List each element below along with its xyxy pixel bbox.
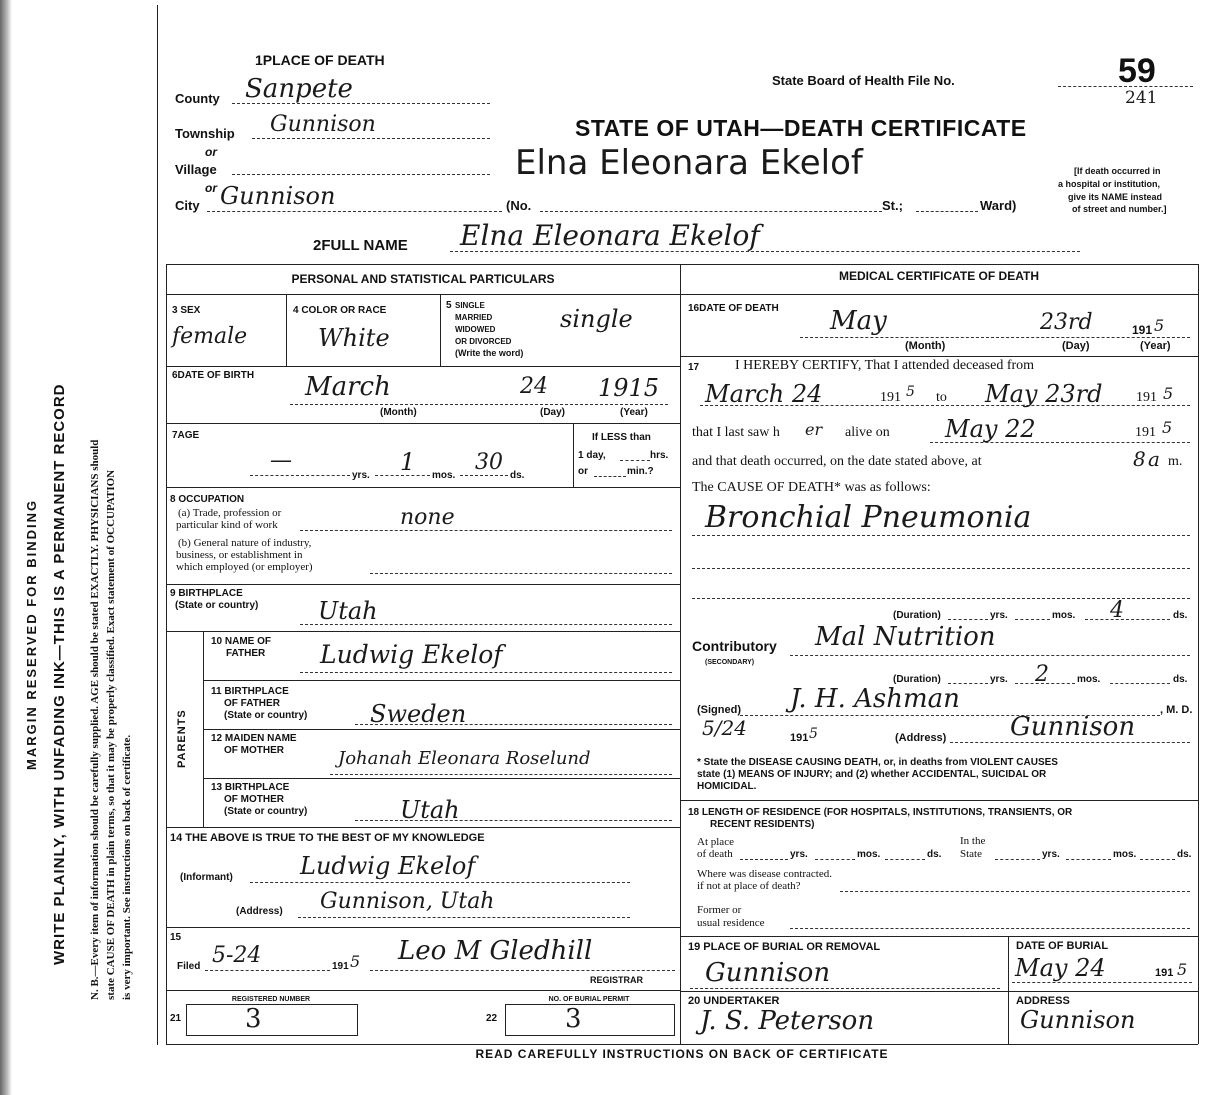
personal-heading: PERSONAL AND STATISTICAL PARTICULARS: [291, 272, 555, 286]
age-mos-value: 1: [400, 448, 416, 476]
duration1-ds: ds.: [1173, 610, 1188, 621]
residence-label-1: 18 LENGTH OF RESIDENCE (FOR HOSPITALS, INSTITUTIONS, TRANSIENTS, OR: [688, 807, 1073, 818]
dob-label: 6DATE OF BIRTH: [172, 370, 255, 381]
attend-end: 191: [1136, 390, 1157, 405]
age-mos-line: [375, 475, 430, 476]
rule-before-residence: [680, 800, 1198, 801]
reg-no-box: [186, 1004, 358, 1036]
dob-day: 24: [520, 374, 548, 399]
filed-value: 5-24: [212, 943, 262, 968]
filed-number: 15: [170, 932, 182, 943]
registrar-label: REGISTRAR: [590, 975, 644, 985]
dod-day-caption: (Day): [1062, 340, 1090, 352]
full-name-value: Elna Eleonara Ekelof: [460, 219, 760, 252]
dod-year-prefix: 191: [1132, 323, 1153, 337]
village-label: Village: [175, 162, 217, 177]
certificate-title: STATE OF UTAH—DEATH CERTIFICATE: [575, 115, 1027, 141]
registrar-value: Leo M Gledhill: [398, 936, 593, 966]
informant-value: Ludwig Ekelof: [300, 852, 476, 880]
no-label: (No.: [506, 198, 532, 213]
note-1: * State the DISEASE CAUSING DEATH, or, in deaths from VIOLENT CAUSES: [697, 757, 1058, 768]
undertaker-value: J. S. Peterson: [700, 1006, 875, 1036]
undertaker-address: Gunnison: [1020, 1006, 1136, 1034]
city-value: Gunnison: [220, 182, 336, 210]
signed-address-line: [950, 742, 1190, 743]
at-place-ds-line: [885, 859, 925, 860]
reg-no-label: REGISTERED NUMBER: [231, 996, 311, 1003]
hospital-note-3: give its NAME instead: [1068, 192, 1163, 202]
heading-rule-right: [680, 294, 1198, 295]
occ-b-line: [370, 573, 672, 574]
attend-mid-digit: 5: [906, 384, 915, 400]
color-value: White: [318, 324, 390, 352]
left-edge-shadow: [0, 0, 12, 1095]
margin-rule: [157, 5, 158, 1045]
full-name-label: 2FULL NAME: [313, 237, 408, 254]
note-2: state (1) MEANS OF INJURY; and (2) whether ACCIDENTAL, SUICIDAL OR: [697, 769, 1047, 780]
informant-label: (Informant): [180, 872, 233, 883]
parents-label: PARENTS: [176, 709, 188, 768]
death-time: 8: [1133, 447, 1146, 471]
duration2-mos: mos.: [1077, 674, 1101, 685]
father-bp-value: Sweden: [370, 700, 467, 728]
age-yrs-line: [250, 475, 350, 476]
birthplace-value: Utah: [318, 597, 378, 625]
in-the-1: In the: [960, 835, 986, 847]
file-no-label: State Board of Health File No.: [772, 73, 955, 88]
father-bp-1: 11 BIRTHPLACE: [211, 686, 289, 697]
at-place-mos: mos.: [857, 849, 881, 860]
informant-address: Gunnison, Utah: [320, 889, 495, 914]
rule-after-mother: [203, 778, 680, 779]
signed-address-label: (Address): [895, 732, 947, 744]
permanent-record-text: WRITE PLAINLY, WITH UNFADING INK—THIS IS A PERMANENT RECORD: [51, 383, 68, 965]
dod-line: [800, 337, 1190, 338]
occ-a-line: [300, 530, 672, 531]
attend-from: March 24: [705, 380, 823, 408]
township-line: [252, 138, 490, 139]
st-label: St.;: [882, 198, 903, 213]
filed-year: 191: [332, 961, 349, 972]
birthplace-line: [300, 624, 672, 625]
cause-line-1: [692, 535, 1190, 536]
father-bp-line: [355, 724, 672, 725]
at-place-yrs-line: [740, 859, 788, 860]
mother-value: Johanah Eleonara Roselund: [338, 748, 591, 769]
occ-b-2: business, or establishment in: [176, 549, 303, 561]
burial-line: [690, 988, 1000, 989]
cause-line-2: [692, 568, 1190, 569]
marital-number: 5: [446, 300, 452, 311]
cert-17: 17: [688, 362, 700, 373]
if-less-2: 1 day,: [578, 450, 606, 461]
marital-value: single: [560, 305, 633, 333]
registrar-line: [370, 970, 675, 971]
last-saw: that I last saw h: [692, 425, 780, 440]
permit-22: 22: [486, 1013, 498, 1024]
burial-year: 191: [1155, 967, 1174, 979]
hospital-note-4: of street and number.]: [1072, 204, 1167, 214]
burial-label: 19 PLACE OF BURIAL OR REMOVAL: [688, 941, 881, 953]
burial-date-line: [1012, 982, 1192, 983]
father-label-1: 10 NAME OF: [211, 636, 272, 647]
age-ds-value: 30: [475, 450, 503, 475]
dob-month-caption: (Month): [380, 407, 417, 418]
where-line: [840, 891, 1190, 892]
signed-value: J. H. Ashman: [790, 684, 960, 714]
undertaker-address-label: ADDRESS: [1016, 995, 1070, 1007]
duration2-mos-value: 2: [1035, 662, 1049, 687]
death-occurred: and that death occurred, on the date stated above, at: [692, 454, 982, 469]
secondary-label: (SECONDARY): [705, 659, 755, 666]
undertaker-label: 20 UNDERTAKER: [688, 995, 780, 1007]
attend-mid: 191: [880, 390, 901, 405]
at-place-mos-line: [815, 859, 855, 860]
last-saw-line: [930, 442, 1190, 443]
permit-label: NO. OF BURIAL PERMIT: [548, 996, 630, 1003]
duration1-ds-line: [1085, 619, 1170, 620]
age-label: 7AGE: [172, 430, 200, 441]
death-ampm: a: [1148, 447, 1160, 471]
occupation-value: none: [400, 505, 455, 530]
duration1-label: (Duration): [893, 610, 941, 621]
marital-married: MARRIED: [455, 313, 493, 322]
or-2: or: [205, 181, 217, 195]
burial-value: Gunnison: [705, 958, 831, 988]
if-less-1: If LESS than: [592, 432, 651, 443]
dod-month: May: [830, 306, 887, 336]
state-ds: ds.: [1177, 849, 1192, 860]
rule-before-burial: [680, 936, 1198, 937]
mother-line: [330, 774, 672, 775]
nb-line-2: state CAUSE OF DEATH in plain terms, so that it may be properly classified. Exact statement of OCCUPATION: [105, 469, 117, 1000]
hospital-note-1: [If death occurred in: [1074, 166, 1161, 176]
at-place-yrs: yrs.: [790, 849, 808, 860]
in-the-2: State: [960, 848, 982, 860]
permit-value: 3: [565, 1004, 582, 1034]
binding-text: MARGIN RESERVED FOR BINDING: [24, 498, 39, 770]
grid-right: [1198, 264, 1199, 1044]
duration2-ds: ds.: [1173, 674, 1188, 685]
age-divider: [573, 423, 574, 487]
rule-after-filed: [166, 990, 680, 991]
at-place-ds: ds.: [927, 849, 942, 860]
file-no-sub: 241: [1125, 88, 1158, 108]
dob-month: March: [305, 372, 391, 402]
former-1: Former or: [697, 904, 742, 916]
father-bp-3: (State or country): [224, 710, 308, 721]
burial-date-label: DATE OF BURIAL: [1016, 940, 1109, 952]
duration2-label: (Duration): [893, 674, 941, 685]
duration2-mos-line: [1015, 683, 1075, 684]
marital-write: (Write the word): [455, 348, 524, 358]
cause-label: The CAUSE OF DEATH* was as follows:: [692, 480, 931, 495]
last-saw-date: May 22: [945, 415, 1036, 443]
duration1-yrs: yrs.: [990, 610, 1008, 621]
state-mos: mos.: [1113, 849, 1137, 860]
dod-year-digit: 5: [1154, 316, 1165, 335]
mother-bp-line: [355, 820, 672, 821]
city-line: [207, 211, 502, 212]
md-label: , M. D.: [1160, 704, 1193, 716]
rule-after-dod: [680, 356, 1198, 357]
place-of-death-heading: 1PLACE OF DEATH: [255, 52, 385, 68]
duration1-ds-value: 4: [1110, 598, 1124, 623]
father-value: Ludwig Ekelof: [320, 640, 503, 669]
permit-box: [505, 1004, 675, 1036]
informant-address-label: (Address): [236, 906, 283, 917]
informant-line: [250, 882, 630, 883]
age-mos-label: mos.: [432, 470, 456, 481]
occ-a-1: (a) Trade, profession or: [178, 507, 282, 519]
occ-b-3: which employed (or employer): [176, 561, 313, 573]
county-value: Sanpete: [245, 74, 353, 104]
informant-heading: 14 THE ABOVE IS TRUE TO THE BEST OF MY KNOWLEDGE: [170, 832, 485, 844]
read-carefully-footer: READ CAREFULLY INSTRUCTIONS ON BACK OF CERTIFICATE: [475, 1047, 889, 1061]
dob-line: [290, 404, 668, 405]
heading-rule-left: [166, 294, 680, 295]
dod-day: 23rd: [1040, 310, 1093, 335]
where-1: Where was disease contracted.: [697, 868, 832, 880]
at-place-1: At place: [697, 836, 734, 848]
attend-to-label: to: [936, 390, 947, 405]
state-yrs-line: [995, 859, 1040, 860]
age-yrs-value: —: [270, 448, 292, 473]
birthplace-sub: (State or country): [175, 600, 259, 611]
hospital-note-2: a hospital or institution,: [1058, 179, 1160, 189]
rule-after-informant: [166, 927, 680, 928]
typed-deceased-name: Elna Eleonara Ekelof: [515, 143, 863, 183]
occ-a-2: particular kind of work: [176, 519, 278, 531]
county-label: County: [175, 91, 220, 106]
rule-after-dob: [166, 423, 680, 424]
where-2: if not at place of death?: [697, 880, 801, 892]
signed-year: 191: [790, 732, 809, 744]
township-label: Township: [175, 126, 235, 141]
note-3: HOMICIDAL.: [697, 781, 757, 792]
if-less-or: or: [578, 466, 588, 477]
rule-after-parents: [166, 827, 680, 828]
age-ds-line: [460, 475, 508, 476]
dod-label: 16DATE OF DEATH: [688, 303, 779, 314]
burial-year-digit: 5: [1177, 960, 1188, 979]
dob-year-caption: (Year): [620, 407, 648, 418]
sex-value: female: [172, 324, 248, 349]
contributory-value: Mal Nutrition: [815, 622, 996, 652]
sex-label: 3 SEX: [172, 305, 201, 316]
birthplace-label: 9 BIRTHPLACE: [170, 588, 243, 599]
filed-year-digit: 5: [350, 952, 361, 971]
if-less-min: min.?: [627, 466, 654, 477]
or-1: or: [205, 145, 217, 159]
dob-day-caption: (Day): [540, 407, 566, 418]
reg-no-value: 3: [245, 1004, 262, 1034]
mother-bp-2: OF MOTHER: [224, 794, 284, 805]
attend-end-digit: 5: [1163, 384, 1174, 403]
rule-after-occupation: [166, 584, 680, 585]
nb-line-3: is very important. See instructions on back of certificate.: [121, 734, 133, 1000]
signed-year-digit: 5: [809, 726, 818, 742]
father-bp-2: OF FATHER: [224, 698, 280, 709]
if-less-hrs-line: [620, 460, 650, 461]
mother-bp-3: (State or country): [224, 806, 308, 817]
marital-widowed: WIDOWED: [455, 325, 496, 334]
filed-label: Filed: [177, 961, 201, 972]
sex-color-divider: [286, 294, 287, 366]
contributory-line: [790, 655, 1190, 656]
last-saw-hw: er: [805, 420, 823, 439]
duration1-mos: mos.: [1052, 610, 1076, 621]
residence-label-2: RECENT RESIDENTS): [710, 819, 815, 830]
color-label: 4 COLOR OR RACE: [293, 305, 387, 316]
dob-year: 1915: [598, 374, 660, 402]
attend-to: May 23rd: [985, 380, 1103, 408]
duration1-mos-line: [1015, 619, 1050, 620]
last-saw-year-digit: 5: [1162, 418, 1173, 437]
duration1-yrs-line: [948, 619, 988, 620]
color-marital-divider: [440, 294, 441, 366]
cert-text: I HEREBY CERTIFY, That I attended deceased from: [735, 358, 1035, 373]
death-m: m.: [1168, 454, 1183, 469]
grid-top: [166, 264, 1198, 265]
duration2-ds-line: [1110, 683, 1170, 684]
grid-bottom: [166, 1044, 1198, 1045]
at-place-2: of death: [697, 848, 733, 860]
city-label: City: [175, 198, 200, 213]
mother-label-2: OF MOTHER: [224, 745, 284, 756]
state-yrs: yrs.: [1042, 849, 1060, 860]
informant-address-line: [298, 917, 630, 918]
occ-b-1: (b) General nature of industry,: [178, 537, 312, 549]
rule-after-father-bp: [203, 729, 680, 730]
age-ds-label: ds.: [510, 470, 525, 481]
signed-date: 5/24: [702, 716, 747, 740]
dod-year-caption: (Year): [1140, 340, 1171, 352]
village-line: [232, 174, 490, 175]
street-line: [540, 211, 882, 212]
marital-divorced: OR DIVORCED: [455, 337, 512, 346]
marital-single: SINGLE: [455, 301, 485, 310]
contributory-label: Contributory: [692, 638, 777, 654]
township-value: Gunnison: [270, 112, 376, 137]
mother-bp-1: 13 BIRTHPLACE: [211, 782, 290, 793]
signed-label: (Signed): [697, 704, 741, 716]
former-2: usual residence: [697, 917, 765, 929]
attend-line: [700, 405, 1190, 406]
ward-label: Ward): [980, 198, 1017, 213]
rule-after-sex: [166, 366, 680, 367]
cause-value: Bronchial Pneumonia: [705, 500, 1032, 535]
alive-on: alive on: [845, 425, 890, 440]
last-saw-year: 191: [1135, 425, 1156, 440]
filed-line: [205, 970, 330, 971]
rule-before-undertaker: [680, 991, 1198, 992]
age-yrs-label: yrs.: [352, 470, 370, 481]
mother-label-1: 12 MAIDEN NAME: [211, 733, 297, 744]
father-label-2: FATHER: [226, 648, 266, 659]
medical-heading: MEDICAL CERTIFICATE OF DEATH: [839, 269, 1039, 283]
if-less-hrs: hrs.: [650, 450, 669, 461]
rule-after-father: [203, 680, 680, 681]
duration2-yrs: yrs.: [990, 674, 1008, 685]
dod-month-caption: (Month): [905, 340, 946, 352]
grid-middle: [680, 264, 681, 1044]
burial-divider: [1008, 936, 1009, 1044]
nb-line-1: N. B.—Every item of information should be carefully supplied. AGE should be stated EXACTLY. PHYSICIANS should: [89, 439, 101, 1000]
mother-bp-value: Utah: [400, 796, 460, 824]
burial-date: May 24: [1015, 954, 1106, 982]
rule-after-age: [166, 487, 680, 488]
file-no-value: 59: [1118, 52, 1156, 90]
reg-21: 21: [170, 1013, 182, 1024]
father-line: [300, 672, 672, 673]
rule-after-birthplace: [166, 631, 680, 632]
state-ds-line: [1140, 859, 1175, 860]
signed-address: Gunnison: [1010, 712, 1136, 742]
ward-line: [916, 211, 978, 212]
state-mos-line: [1066, 859, 1111, 860]
if-less-min-line: [594, 476, 626, 477]
former-line: [790, 928, 1190, 929]
occupation-label: 8 OCCUPATION: [170, 494, 245, 505]
